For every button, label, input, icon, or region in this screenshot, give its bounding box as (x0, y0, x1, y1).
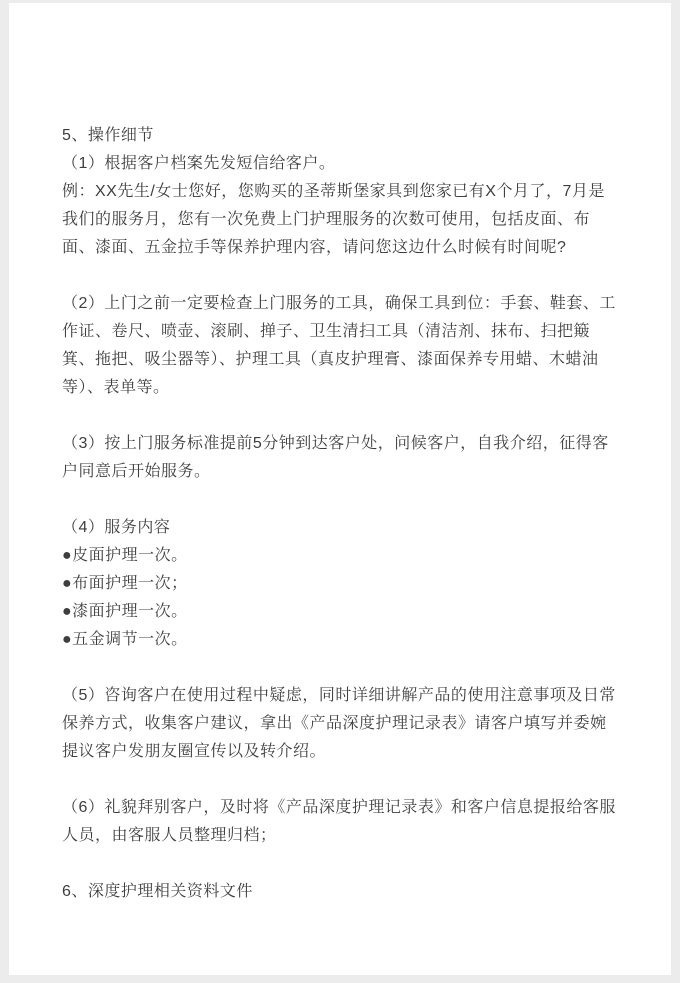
bullet-icon: ● (62, 631, 73, 648)
bullet-icon: ● (62, 603, 73, 620)
service-list-item (62, 570, 621, 598)
service-item-label: 布面护理一次； (72, 575, 188, 592)
service-list-item (62, 626, 621, 654)
service-item-label: 皮面护理一次。 (72, 547, 188, 564)
service-item-label: 五金调节一次。 (72, 631, 188, 648)
service-list-item (62, 598, 621, 626)
step-2-text: （2）上门之前一定要检查上门服务的工具，确保工具到位：手套、鞋套、工作证、卷尺、喷壶、滚刷、掸子、卫生清扫工具（清洁剂、抹布、扫把簸箕、拖把、吸尘器等）、护理工具（真皮护理膏、漆面保养专用蜡、木蜡油等）、表单等。 (62, 295, 616, 396)
section-5-heading: 5、操作细节 (62, 127, 154, 144)
service-list-item (62, 542, 621, 570)
sms-example-text: 例：XX先生/女士您好，您购买的圣蒂斯堡家具到您家已有X个月了，7月是我们的服务月，您有一次免费上门护理服务的次数可使用，包括皮面、布面、漆面、五金拉手等保养护理内容，请问您这边什么时候有时间呢? (62, 183, 605, 256)
step-3-text: （3）按上门服务标准提前5分钟到达客户处，问候客户，自我介绍，征得客户同意后开始服务。 (62, 435, 609, 480)
step-1-text: （1）根据客户档案先发短信给客户。 (62, 155, 336, 172)
bullet-icon: ● (62, 575, 73, 592)
step-6-text: （6）礼貌拜别客户，及时将《产品深度护理记录表》和客户信息提报给客服人员，由客服人员整理归档； (62, 799, 616, 844)
document-page (9, 3, 671, 975)
bullet-icon: ● (62, 547, 73, 564)
service-content-list (62, 542, 621, 654)
service-item-label: 漆面护理一次。 (72, 603, 188, 620)
step-4-heading: （4）服务内容 (62, 519, 171, 536)
step-5-text: （5）咨询客户在使用过程中疑虑，同时详细讲解产品的使用注意事项及日常保养方式，收集客户建议，拿出《产品深度护理记录表》请客户填写并委婉提议客户发朋友圈宣传以及转介绍。 (62, 687, 616, 760)
section-6-heading: 6、深度护理相关资料文件 (62, 883, 253, 900)
